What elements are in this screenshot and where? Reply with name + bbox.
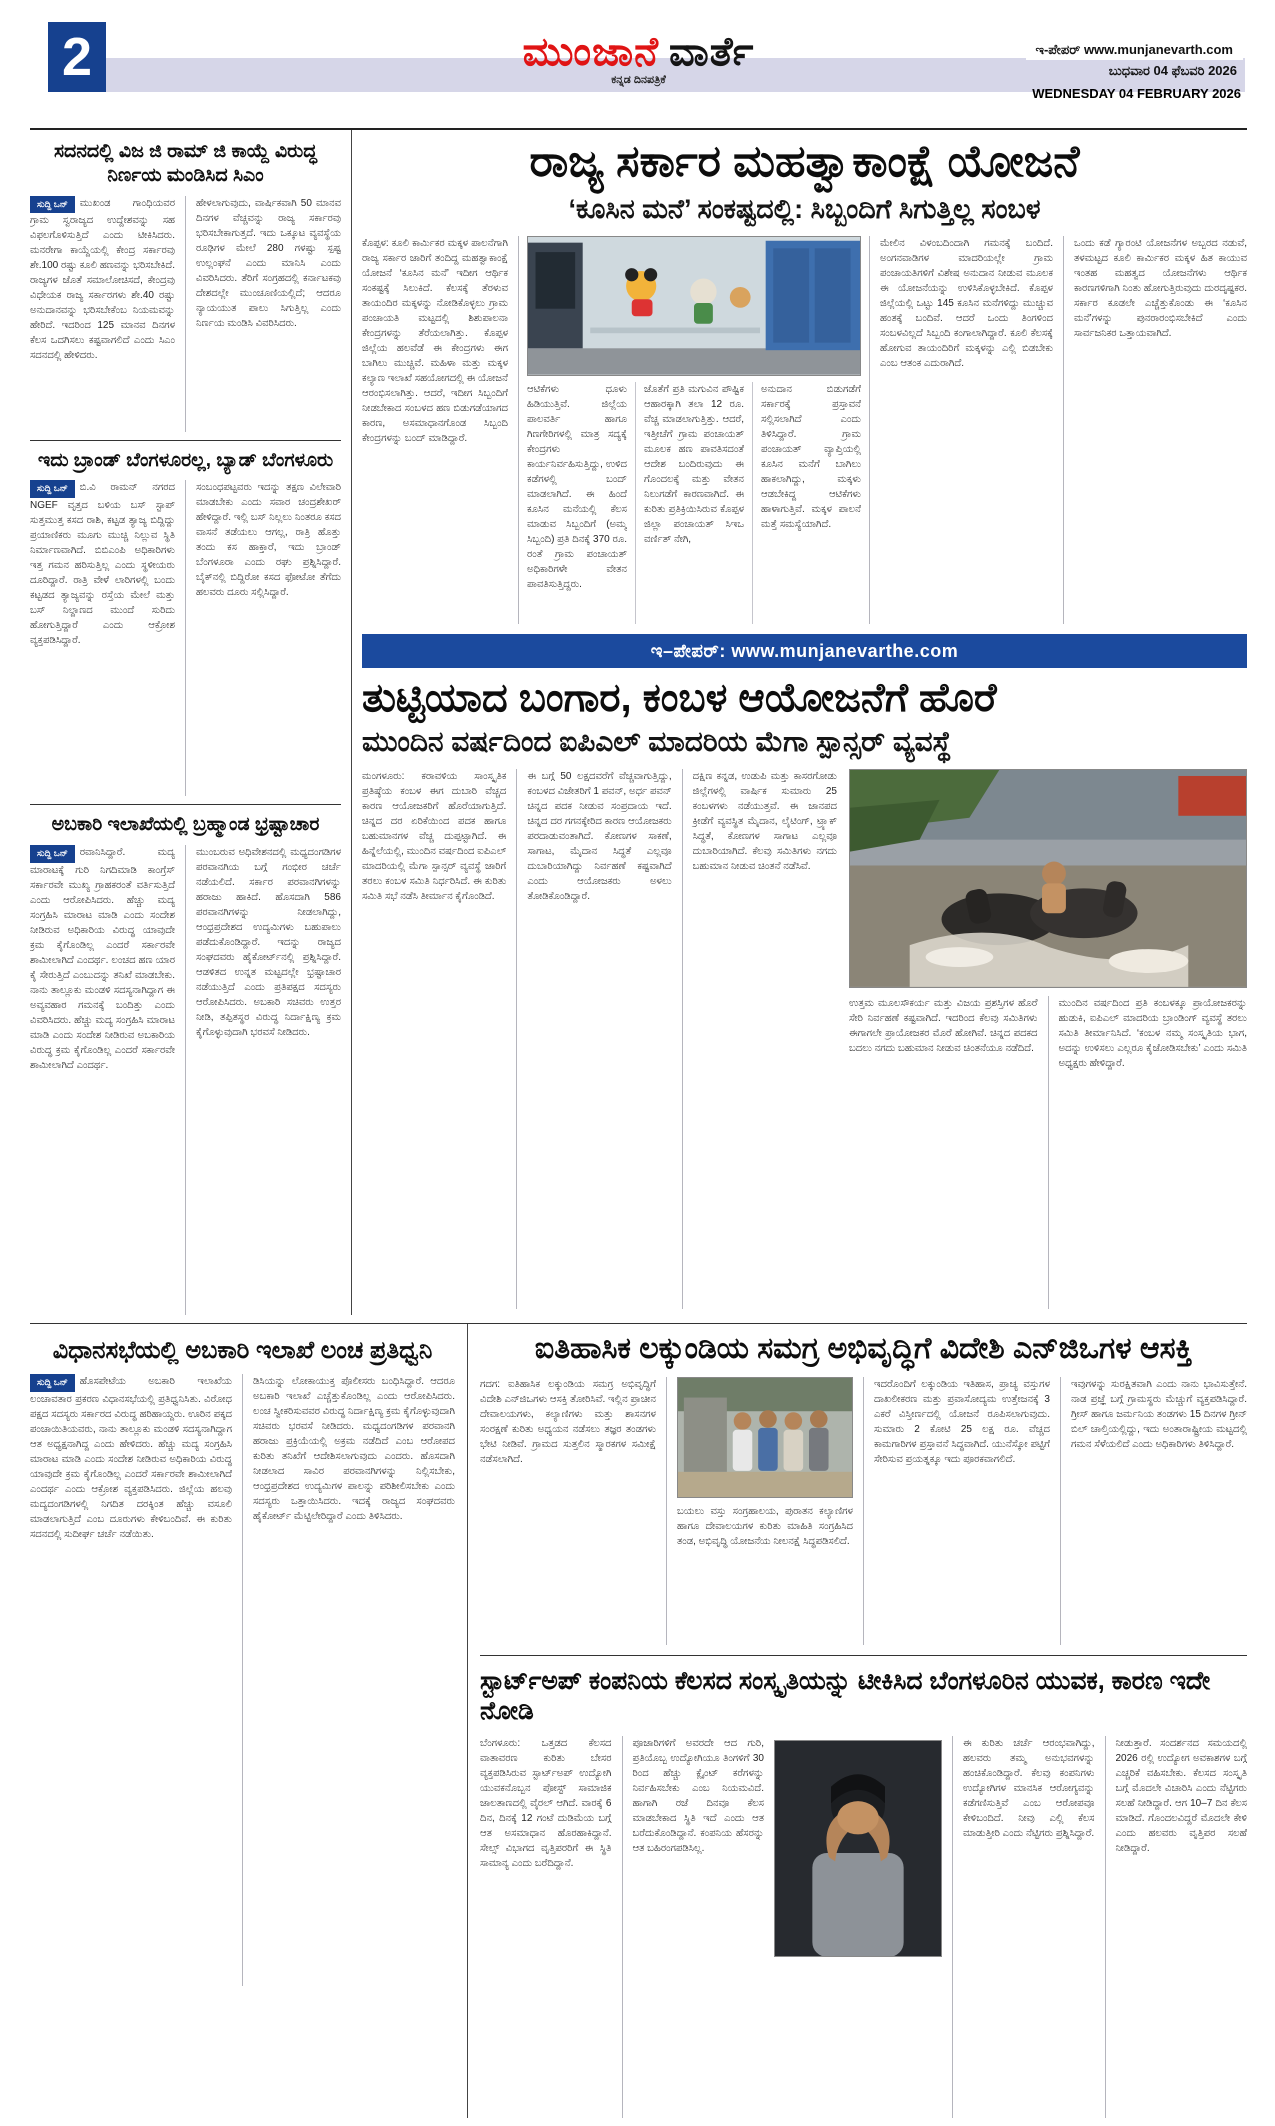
- divider: [30, 440, 341, 441]
- article-assembly-bribe-col1: [30, 1374, 232, 1986]
- banner-line-right: [976, 649, 1247, 653]
- article-assembly-bribe: [30, 1336, 455, 1986]
- article-excise-corruption-headline: ಅಬಕಾರಿ ಇಲಾಖೆಯಲ್ಲಿ ಬ್ರಹ್ಮಾಂಡ ಭ್ರಷ್ಟಾಚಾರ: [51, 814, 320, 836]
- bottom-right-zone: [468, 1324, 1247, 2118]
- date-english: WEDNESDAY 04 FEBRUARY 2026: [1032, 86, 1241, 101]
- kambala-photo: [849, 769, 1247, 988]
- article-text: ಮೇಲಿನ ವಿಳಂಬದಿಂದಾಗಿ ಗಮನಕ್ಕೆ ಬಂದಿದೆ. ಅಂಗನವಾಡಿಗಳ ಮಾದರಿಯಲ್ಲೇ ಗ್ರಾಮ ಪಂಚಾಯತಿಗಳಿಗೆ ವಿಶೇಷ ಅನುದಾನ ನೀಡುವ ಮೂಲಕ ಈ ಯೋಜನೆಯನ್ನು ಉಳಿಸಿಕೊಳ್ಳಬೇಕಿದೆ. ಕೊಪ್ಪಳ ಜಿಲ್ಲೆಯಲ್ಲಿ ಒಟ್ಟು 145 ಕೂಸಿನ ಮನೆಗಳಿದ್ದು ಮುಚ್ಚುವ ಹಂತಕ್ಕೆ ಬಂದಿವೆ. ಆದರೆ ಒಂದು ತಿಂಗಳಿಂದ ಸಂಬಳವಿಲ್ಲದೆ ಸಿಬ್ಬಂದಿ ಕಂಗಾಲಾಗಿದ್ದಾರೆ. ಕೂಲಿ ಕೆಲಸಕ್ಕೆ ಹೋಗುವ ತಾಯಂದಿರಿಗೆ ಮಕ್ಕಳನ್ನು ಎಲ್ಲಿ ಬಿಡಬೇಕು ಎಂಬ ಆತಂಕ ಎದುರಾಗಿದೆ.: [880, 238, 1053, 370]
- startup-photo-column: [774, 1736, 942, 2118]
- article-text: ಈ ಬಗ್ಗೆ 50 ಲಕ್ಷದವರೆಗೆ ವೆಚ್ಚವಾಗುತ್ತಿದ್ದು, ಕಂಬಳದ ವಿಜೇತರಿಗೆ 1 ಪವನ್, ಅರ್ಧ ಪವನ್ ಚಿನ್ನದ ಪದಕ ನೀಡುವ ಸಂಪ್ರದಾಯ ಇದೆ. ಚಿನ್ನದ ದರ ಗಗನಕ್ಕೇರಿದ ಕಾರಣ ಆಯೋಜಕರು ಪರದಾಡುವಂತಾಗಿದೆ. ಕೋಣಗಳ ಸಾಕಣೆ, ಸಾಗಾಟ, ಮೈದಾನ ಸಿದ್ಧತೆ ಎಲ್ಲವೂ ದುಬಾರಿಯಾಗಿದ್ದು ನಿರ್ವಹಣೆ ಕಷ್ಟವಾಗಿದೆ ಎಂದು ಆಯೋಜಕರು ಅಳಲು ತೋಡಿಕೊಂಡಿದ್ದಾರೆ.: [527, 771, 672, 903]
- lakkundi-col1: [480, 1377, 656, 1645]
- article-bad-bengaluru-headline: ಇದು ಬ್ರಾಂಡ್ ಬೆಂಗಳೂರಲ್ಲ, ಬ್ಯಾಡ್ ಬೆಂಗಳೂರು: [37, 449, 334, 471]
- main-headline: ರಾಜ್ಯ ಸರ್ಕಾರ ಮಹತ್ವಾಕಾಂಕ್ಷೆ ಯೋಜನೆ: [529, 137, 1080, 186]
- kambala-col2: [516, 769, 671, 1309]
- divider: [30, 804, 341, 805]
- lakkundi-group-photo: [677, 1377, 853, 1498]
- article-excise-corruption: [30, 813, 341, 1315]
- kambala-under-photo-columns: [849, 996, 1247, 1309]
- article-text: ಆಟಿಕೆಗಳು ಧೂಳು ಹಿಡಿಯುತ್ತಿವೆ. ಜಿಲ್ಲೆಯ ಪಾಲವರ್ತಿ ಹಾಗೂ ಗಿಣಗೇರಿಗಳಲ್ಲಿ ಮಾತ್ರ ಸದ್ಯಕ್ಕೆ ಕೇಂದ್ರಗಳು ಕಾರ್ಯನಿರ್ವಹಿಸುತ್ತಿದ್ದು, ಉಳಿದ ಕಡೆಗಳಲ್ಲಿ ಬಂದ್ ಮಾಡಲಾಗಿದೆ. ಈ ಹಿಂದೆ ಕೂಸಿನ ಮನೆಯಲ್ಲಿ ಕೆಲಸ ಮಾಡುವ ಸಿಬ್ಬಂದಿಗೆ (ಅಮ್ಮ ಸಿಬ್ಬಂದಿ) ಪ್ರತಿ ದಿನಕ್ಕೆ 370 ರೂ. ರಂತೆ ಗ್ರಾಮ ಪಂಚಾಯತ್ ಅಧಿಕಾರಿಗಳೇ ವೇತನ ಪಾವತಿಸುತ್ತಿದ್ದರು.: [527, 384, 627, 591]
- right-zone: [352, 130, 1247, 1315]
- epaper-banner-url: ಇ–ಪೇಪರ್: www.munjanevarthe.com: [650, 640, 959, 661]
- lakkundi-col3: [863, 1377, 1050, 1645]
- article-text: ರವಾನಿಸಿದ್ದಾರೆ. ಮದ್ಯ ಮಾರಾಟಕ್ಕೆ ಗುರಿ ನಿಗದಿಮಾಡಿ ಕಾಂಗ್ರೆಸ್ ಸರ್ಕಾರವೇ ಮುಖ್ಯ ಗ್ರಾಹಕರಂತೆ ವರ್ತಿಸುತ್ತಿದೆ ಎಂದು ಆರೋಪಿಸಿದರು. ಹೆಚ್ಚು ಮದ್ಯ ಸಂಗ್ರಹಿಸಿ ಮಾರಾಟ ಮಾಡಿ ಎಂದು ಸಂದೇಶ ನೀಡಿರುವ ಅಧಿಕಾರಿಯ ವಿರುದ್ಧ ಯಾವುದೇ ಕ್ರಮ ಕೈಗೊಂಡಿಲ್ಲ ಎಂದರೆ ಸರ್ಕಾರವೇ ಶಾಮೀಲಾಗಿದೆ ಎಂದರ್ಥ. ಲಂಚದ ಹಣ ಯಾರ ಕೈ ಸೇರುತ್ತಿದೆ ಎಂಬುದನ್ನು ತನಿಖೆ ಮಾಡಬೇಕು. ನಾನು ತಾಲ್ಲೂಕು ಮಂಡಳಿ ಸದಸ್ಯನಾಗಿದ್ದಾಗ ಈ ಅವ್ಯವಹಾರ ಗಮನಕ್ಕೆ ಬಂದಿತ್ತು ಎಂದು ವಿವರಿಸಿದರು. ಹೆಚ್ಚು ಮದ್ಯ ಸಂಗ್ರಹಿಸಿ ಮಾರಾಟ ಮಾಡಿ ಎಂದು ಸಂದೇಶ ನೀಡಿರುವ ಅಬಕಾರಿಯ ವಿರುದ್ಧ ಕ್ರಮ ಕೈಗೊಂಡಿಲ್ಲ ಎಂದರೆ ಸರ್ಕಾರವೇ ಶಾಮೀಲಾಗಿದೆ ಎಂದರ್ಥ.: [30, 847, 175, 1071]
- startup-body: [480, 1736, 1247, 2118]
- news-source-tag: ಸುದ್ದಿ ಒನ್: [30, 196, 75, 214]
- main-photo-columns: [527, 382, 861, 624]
- epaper-url: ಇ-ಪೇಪರ್ www.munjanevarth.com: [1026, 40, 1243, 60]
- main-col-left: [362, 236, 508, 624]
- stressed-man-photo-art: [774, 1740, 942, 1958]
- article-mgnrega-headline: ಸದನದಲ್ಲಿ ವಿಜ ಜಿ ರಾಮ್ ಜಿ ಕಾಯ್ದೆ ವಿರುದ್ಧ ನಿರ್ಣಯ ಮಂಡಿಸಿದ ಸಿಎಂ: [53, 141, 318, 186]
- kambala-headline: ತುಟ್ಟಿಯಾದ ಬಂಗಾರ, ಕಂಬಳ ಆಯೋಜನೆಗೆ ಹೊರೆ: [362, 676, 997, 721]
- main-col-right2: [1063, 236, 1247, 624]
- article-text: ಮುಂಬರುವ ಅಧಿವೇಶನದಲ್ಲಿ ಮಧ್ಯದಂಗಡಿಗಳ ಪರವಾನಗಿಯ ಬಗ್ಗೆ ಗಂಭೀರ ಚರ್ಚೆ ನಡೆಯಲಿದೆ. ಸರ್ಕಾರ ಪರವಾನಗಿಗಳನ್ನು ಹರಾಜು ಹಾಕಿದೆ. ಹೊಸದಾಗಿ 586 ಪರವಾನಗಿಗಳನ್ನು ನೀಡಲಾಗಿದ್ದು, ಆಂಧ್ರಪ್ರದೇಶದ ಉದ್ಯಮಿಗಳು ಬಹುಪಾಲು ಪಡೆದುಕೊಂಡಿದ್ದಾರೆ. ಇದನ್ನು ರಾಜ್ಯದ ಸಂಘದವರು ಹೈಕೋರ್ಟ್‌ನಲ್ಲಿ ಪ್ರಶ್ನಿಸಿದ್ದಾರೆ. ಆಡಳಿತದ ಉನ್ನತ ಮಟ್ಟದಲ್ಲೇ ಭ್ರಷ್ಟಾಚಾರ ನಡೆಯುತ್ತಿದೆ ಎಂದು ಪ್ರತಿಪಕ್ಷದ ಸದಸ್ಯರು ಆರೋಪಿಸಿದರು. ಅಬಕಾರಿ ಸಚಿವರು ಉತ್ತರ ನೀಡಿ, ತಪ್ಪಿತಸ್ಥರ ವಿರುದ್ಧ ನಿರ್ದಾಕ್ಷಿಣ್ಯ ಕ್ರಮ ಕೈಗೊಳ್ಳುವುದಾಗಿ ಭರವಸೆ ನೀಡಿದರು.: [196, 847, 341, 1038]
- banner-line-left: [362, 649, 633, 653]
- main-center-block: [518, 236, 870, 624]
- masthead-title-first: ಮುಂಜಾನೆ: [522, 30, 659, 74]
- article-text: ಗದಗ: ಐತಿಹಾಸಿಕ ಲಕ್ಕುಂಡಿಯ ಸಮಗ್ರ ಅಭಿವೃದ್ಧಿಗೆ ವಿದೇಶಿ ಎನ್‌ಜಿಒಗಳು ಆಸಕ್ತಿ ತೋರಿಸಿವೆ. ಇಲ್ಲಿನ ಪ್ರಾಚೀನ ದೇವಾಲಯಗಳು, ಕಲ್ಯಾಣಿಗಳು ಮತ್ತು ಶಾಸನಗಳ ಸಂರಕ್ಷಣೆ ಕುರಿತು ಅಧ್ಯಯನ ನಡೆಸಲು ತಜ್ಞರ ತಂಡಗಳು ಭೇಟಿ ನೀಡಿವೆ. ಗ್ರಾಮದ ಸುತ್ತಲಿನ ಸ್ಮಾರಕಗಳ ಸಮೀಕ್ಷೆ ನಡೆಸಲಾಗಿದೆ.: [480, 1378, 656, 1465]
- main-col-c1: [527, 382, 627, 624]
- stressed-man-photo: [774, 1740, 942, 1958]
- article-text: ಒಂದು ಕಡೆ ಗ್ಯಾರಂಟಿ ಯೋಜನೆಗಳ ಅಬ್ಬರದ ನಡುವೆ, ತಳಮಟ್ಟದ ಕೂಲಿ ಕಾರ್ಮಿಕರ ಮಕ್ಕಳ ಹಿತ ಕಾಯುವ ಇಂತಹ ಮಹತ್ವದ ಯೋಜನೆಗಳು ಆರ್ಥಿಕ ಕಾರಣಗಳಿಗಾಗಿ ನಿಂತು ಹೋಗುತ್ತಿರುವುದು ದುರದೃಷ್ಟಕರ. ಸರ್ಕಾರ ಕೂಡಲೇ ಎಚ್ಚೆತ್ತುಕೊಂಡು ಈ ‘ಕೂಸಿನ ಮನೆ’ಗಳನ್ನು ಪುನರಾರಂಭಿಸಬೇಕಿದೆ ಎಂದು ಸಾರ್ವಜನಿಕರ ಒತ್ತಾಯವಾಗಿದೆ.: [1074, 238, 1247, 340]
- article-bad-bengaluru-col1: [30, 480, 175, 796]
- kambala-col1: [362, 769, 506, 1309]
- startup-col2: [622, 1736, 765, 2118]
- koosina-mane-photo: [527, 236, 861, 376]
- startup-headline: ಸ್ಟಾರ್ಟ್‌ಅಪ್ ಕಂಪನಿಯ ಕೆಲಸದ ಸಂಸ್ಕೃತಿಯನ್ನು ಟೀಕಿಸಿದ ಬೆಂಗಳೂರಿನ ಯುವಕ, ಕಾರಣ ಇದೇ ನೋಡಿ: [480, 1666, 1211, 1725]
- article-text: ಹೊಸಪೇಟೆಯ ಅಬಕಾರಿ ಇಲಾಖೆಯ ಲಂಚಾವತಾರ ಪ್ರಕರಣ ವಿಧಾನಸಭೆಯಲ್ಲಿ ಪ್ರತಿಧ್ವನಿಸಿತು. ವಿರೋಧ ಪಕ್ಷದ ಸದಸ್ಯರು ಸರ್ಕಾರದ ವಿರುದ್ಧ ಹರಿಹಾಯ್ದರು. ಊರಿನ ಪಕ್ಕದ ಪಂಚಾಯಿತಿಯವರು, ನಾನು ತಾಲ್ಲೂಕು ಮಂಡಳಿ ಸದಸ್ಯನಾಗಿದ್ದಾಗ ಆತ ಅಧ್ಯಕ್ಷನಾಗಿದ್ದ ಎಂದು ಹೇಳಿದರು. ಹೆಚ್ಚು ಮದ್ಯ ಸಂಗ್ರಹಿಸಿ ಮಾರಾಟ ಮಾಡಿ ಎಂದು ಸಂದೇಶ ನೀಡಿರುವ ಅಧಿಕಾರಿಯ ವಿರುದ್ಧ ಯಾವುದೇ ಕ್ರಮ ಕೈಗೊಂಡಿಲ್ಲ ಎಂದರೆ ಸರ್ಕಾರವೇ ಶಾಮೀಲಾಗಿದೆ ಎಂದರ್ಥ ಎಂದು ಆಕ್ರೋಶ ವ್ಯಕ್ತಪಡಿಸಿದರು. ಜಿಲ್ಲೆಯ ಹಲವು ಮದ್ಯದಂಗಡಿಗಳಲ್ಲಿ ನಿಗದಿತ ದರಕ್ಕಿಂತ ಹೆಚ್ಚು ವಸೂಲಿ ಮಾಡಲಾಗುತ್ತಿದೆ ಎಂಬ ದೂರುಗಳು ಕೇಳಿಬಂದಿವೆ. ಈ ಕುರಿತು ಸದನದಲ್ಲಿ ಸುದೀರ್ಘ ಚರ್ಚೆ ನಡೆಯಿತು.: [30, 1376, 232, 1540]
- article-bad-bengaluru: [30, 449, 341, 797]
- startup-col4: [1105, 1736, 1248, 2118]
- article-text: ಉತ್ತಮ ಮೂಲಸೌಕರ್ಯ ಮತ್ತು ವಿಜಯ ಪ್ರಶಸ್ತಿಗಳ ಹೊರೆ ಸೇರಿ ನಿರ್ವಹಣೆ ಕಷ್ಟವಾಗಿದೆ. ಇದರಿಂದ ಕೆಲವು ಸಮಿತಿಗಳು ಈಗಾಗಲೇ ಪ್ರಾಯೋಜಕರ ಮೊರೆ ಹೋಗಿವೆ. ಚಿನ್ನದ ಪದಕದ ಬದಲು ನಗದು ಬಹುಮಾನ ನೀಡುವ ಚಿಂತನೆಯೂ ನಡೆದಿದೆ.: [849, 998, 1038, 1055]
- article-excise-corruption-col1: [30, 845, 175, 1315]
- news-source-tag: ಸುದ್ದಿ ಒನ್: [30, 845, 75, 863]
- main-col-c3: [752, 382, 861, 624]
- kambala-text-columns: [362, 769, 837, 1309]
- news-source-tag: ಸುದ್ದಿ ಒನ್: [30, 480, 75, 498]
- header-right-stack: [1026, 40, 1243, 101]
- article-text: ಅನುದಾನ ಬಿಡುಗಡೆಗೆ ಸರ್ಕಾರಕ್ಕೆ ಪ್ರಸ್ತಾವನೆ ಸಲ್ಲಿಸಲಾಗಿದೆ ಎಂದು ತಿಳಿಸಿದ್ದಾರೆ. ಗ್ರಾಮ ಪಂಚಾಯತ್ ವ್ಯಾಪ್ತಿಯಲ್ಲಿ ಕೂಸಿನ ಮನೆಗೆ ಬಾಗಿಲು ಹಾಕಲಾಗಿದ್ದು, ಮಕ್ಕಳು ಆಡಬೇಕಿದ್ದ ಆಟಿಕೆಗಳು ಹಾಳಾಗುತ್ತಿವೆ. ಮಕ್ಕಳ ಪಾಲನೆ ಮತ್ತೆ ಸಮಸ್ಯೆಯಾಗಿದೆ.: [761, 384, 861, 531]
- article-mgnrega: [30, 140, 341, 432]
- article-text: ಬಯಲು ವಸ್ತು ಸಂಗ್ರಹಾಲಯ, ಪುರಾತನ ಕಲ್ಯಾಣಿಗಳ ಹಾಗೂ ದೇವಾಲಯಗಳ ಕುರಿತು ಮಾಹಿತಿ ಸಂಗ್ರಹಿಸಿದ ತಂಡ, ಅಭಿವೃದ್ಧಿ ಯೋಜನೆಯ ನೀಲನಕ್ಷೆ ಸಿದ್ಧಪಡಿಸಲಿದೆ.: [677, 1505, 853, 1547]
- article-text: ಇವುಗಳನ್ನು ಸುರಕ್ಷಿತವಾಗಿ ಎಂದು ನಾನು ಭಾವಿಸುತ್ತೇನೆ. ನಾಡ ಪ್ರಜ್ಞೆ ಬಗ್ಗೆ ಗ್ರಾಮಸ್ಥರು ಮೆಚ್ಚುಗೆ ವ್ಯಕ್ತಪಡಿಸಿದ್ದಾರೆ. ಗ್ರೀಸ್ ಹಾಗೂ ಜರ್ಮನಿಯ ತಂಡಗಳು 15 ದಿನಗಳ ಗ್ರೀನ್ ಬಿಲ್ ಚಾಲ್ತಿಯಲ್ಲಿದ್ದು, ಇದು ಅಂತಾರಾಷ್ಟ್ರೀಯ ಮಟ್ಟದಲ್ಲಿ ಗಮನ ಸೆಳೆಯಲಿದೆ ಎಂದು ಅಧಿಕಾರಿಗಳು ತಿಳಿಸಿದ್ದಾರೆ.: [1071, 1378, 1247, 1450]
- article-mgnrega-col1: [30, 196, 175, 432]
- masthead-tagline: ಕನ್ನಡ ದಿನಪತ್ರಿಕೆ: [611, 74, 666, 86]
- main-col-c2: [635, 382, 744, 624]
- article-koosina-mane: [362, 138, 1247, 624]
- kambala-photo-art: [849, 769, 1247, 988]
- page-number: 2: [48, 22, 106, 92]
- kambala-body: [362, 769, 1247, 1309]
- article-text: ಡಿಸಿಯನ್ನು ಲೋಕಾಯುಕ್ತ ಪೊಲೀಸರು ಬಂಧಿಸಿದ್ದಾರೆ. ಆದರೂ ಅಬಕಾರಿ ಇಲಾಖೆ ಎಚ್ಚೆತ್ತುಕೊಂಡಿಲ್ಲ ಎಂದು ಆರೋಪಿಸಿದರು. ಲಂಚ ಸ್ವೀಕರಿಸುವವರ ವಿರುದ್ಧ ನಿರ್ದಾಕ್ಷಿಣ್ಯ ಕ್ರಮ ಕೈಗೊಳ್ಳುವುದಾಗಿ ಸಚಿವರು ಭರವಸೆ ನೀಡಿದರು. ಮಧ್ಯದಂಗಡಿಗಳ ಪರವಾನಗಿ ಹರಾಜು ಪ್ರಕ್ರಿಯೆಯಲ್ಲಿ ಅಕ್ರಮ ನಡೆದಿದೆ ಎಂಬ ಆರೋಪದ ಕುರಿತು ತನಿಖೆಗೆ ಆದೇಶಿಸಲಾಗುವುದು ಎಂದರು. ಹೊಸದಾಗಿ ನೀಡಲಾದ ಸಾವಿರ ಪರವಾನಗಿಗಳನ್ನು ನಿಲ್ಲಿಸಬೇಕು, ಆಂಧ್ರಪ್ರದೇಶದ ಉದ್ಯಮಿಗಳ ಪಾಲನ್ನು ಪರಿಶೀಲಿಸಬೇಕು ಎಂದು ಸದಸ್ಯರು ಒತ್ತಾಯಿಸಿದರು. ಇದಕ್ಕೆ ರಾಜ್ಯದ ಸಂಘದವರು ಹೈಕೋರ್ಟ್ ಮೆಟ್ಟಿಲೇರಿದ್ದಾರೆ ಎಂದು ತಿಳಿಸಿದರು.: [253, 1376, 455, 1522]
- divider: [480, 1655, 1247, 1656]
- koosina-mane-photo-art: [527, 236, 861, 376]
- article-text: ದಕ್ಷಿಣ ಕನ್ನಡ, ಉಡುಪಿ ಮತ್ತು ಕಾಸರಗೋಡು ಜಿಲ್ಲೆಗಳಲ್ಲಿ ವಾರ್ಷಿಕ ಸುಮಾರು 25 ಕಂಬಳಗಳು ನಡೆಯುತ್ತವೆ. ಈ ಜಾನಪದ ಕ್ರೀಡೆಗೆ ವ್ಯವಸ್ಥಿತ ಮೈದಾನ, ಲೈಟಿಂಗ್, ಟ್ರ್ಯಾಕ್ ಸಿದ್ಧತೆ, ಕೋಣಗಳ ಸಾಗಾಟ ಎಲ್ಲವೂ ದುಬಾರಿಯಾಗಿದೆ. ಕೆಲವು ಸಮಿತಿಗಳು ನಗದು ಬಹುಮಾನ ನೀಡುವ ಚಿಂತನೆ ನಡೆಸಿವೆ.: [692, 771, 837, 873]
- lakkundi-col4: [1060, 1377, 1247, 1645]
- article-bad-bengaluru-col2: [185, 480, 341, 796]
- article-kambala: [362, 676, 1247, 1309]
- article-text: ಕೊಪ್ಪಳ: ಕೂಲಿ ಕಾರ್ಮಿಕರ ಮಕ್ಕಳ ಪಾಲನೆಗಾಗಿ ರಾಜ್ಯ ಸರ್ಕಾರ ಜಾರಿಗೆ ತಂದಿದ್ದ ಮಹತ್ವಾಕಾಂಕ್ಷೆ ಯೋಜನೆ ‘ಕೂಸಿನ ಮನೆ’ ಇದೀಗ ಆರ್ಥಿಕ ಸಂಕಷ್ಟಕ್ಕೆ ಸಿಲುಕಿದೆ. ಕೆಲಸಕ್ಕೆ ತೆರಳುವ ತಾಯಂದಿರ ಮಕ್ಕಳನ್ನು ನೋಡಿಕೊಳ್ಳಲು ಗ್ರಾಮ ಪಂಚಾಯತಿ ಮಟ್ಟದಲ್ಲಿ ಶಿಶುಪಾಲನಾ ಕೇಂದ್ರಗಳನ್ನು ತೆರೆಯಲಾಗಿತ್ತು. ಕೊಪ್ಪಳ ಜಿಲ್ಲೆಯ ಹಲವೆಡೆ ಈ ಕೇಂದ್ರಗಳು ಈಗ ಬಾಗಿಲು ಮುಚ್ಚಿವೆ. ಮಹಿಳಾ ಮತ್ತು ಮಕ್ಕಳ ಕಲ್ಯಾಣ ಇಲಾಖೆ ಸಹಯೋಗದಲ್ಲಿ ಈ ಯೋಜನೆ ಆರಂಭಿಸಲಾಗಿತ್ತು. ಆದರೆ, ಇದೀಗ ಸಿಬ್ಬಂದಿಗೆ ನೀಡಬೇಕಾದ ಸಂಬಳದ ಹಣ ಬಿಡುಗಡೆಯಾಗದ ಕಾರಣ, ಅಸಮಾಧಾನಗೊಂಡ ಸಿಬ್ಬಂದಿ ಕೇಂದ್ರಗಳನ್ನು ಬಂದ್ ಮಾಡಿದ್ದಾರೆ.: [362, 238, 508, 445]
- startup-col1: [480, 1736, 612, 2118]
- startup-col3: [952, 1736, 1095, 2118]
- main-col-right1: [880, 236, 1053, 624]
- lakkundi-headline: ಐತಿಹಾಸಿಕ ಲಕ್ಕುಂಡಿಯ ಸಮಗ್ರ ಅಭಿವೃದ್ಧಿಗೆ ವಿದೇಶಿ ಎನ್‌ಜಿಒಗಳ ಆಸಕ್ತಿ: [534, 1332, 1193, 1365]
- article-mgnrega-col2: [185, 196, 341, 432]
- kambala-col4: [849, 996, 1038, 1309]
- article-text: ಈ ಕುರಿತು ಚರ್ಚೆ ಆರಂಭವಾಗಿದ್ದು, ಹಲವರು ತಮ್ಮ ಅನುಭವಗಳನ್ನು ಹಂಚಿಕೊಂಡಿದ್ದಾರೆ. ಕೆಲವು ಕಂಪನಿಗಳು ಉದ್ಯೋಗಿಗಳ ಮಾನಸಿಕ ಆರೋಗ್ಯವನ್ನು ಕಡೆಗಣಿಸುತ್ತಿವೆ ಎಂಬ ಆರೋಪವೂ ಕೇಳಿಬಂದಿದೆ. ನೀವು ಎಲ್ಲಿ ಕೆಲಸ ಮಾಡುತ್ತೀರಿ ಎಂದು ನೆಟ್ಟಿಗರು ಪ್ರಶ್ನಿಸಿದ್ದಾರೆ.: [963, 1737, 1095, 1839]
- lakkundi-group-photo-art: [677, 1377, 853, 1498]
- article-assembly-bribe-headline: ವಿಧಾನಸಭೆಯಲ್ಲಿ ಅಬಕಾರಿ ಇಲಾಖೆ ಲಂಚ ಪ್ರತಿಧ್ವನಿ: [52, 1337, 433, 1364]
- date-kannada: ಬುಧವಾರ 04 ಫೆಬವರಿ 2026: [1108, 63, 1237, 78]
- epaper-banner: [362, 634, 1247, 668]
- left-column: [30, 130, 352, 1315]
- article-assembly-bribe-col2: [242, 1374, 455, 1986]
- article-text: ಇದರೊಂದಿಗೆ ಲಕ್ಕುಂಡಿಯ ಇತಿಹಾಸ, ಪ್ರಾಚ್ಯ ವಸ್ತುಗಳ ದಾಖಲೀಕರಣ ಮತ್ತು ಪ್ರವಾಸೋದ್ಯಮ ಉತ್ತೇಜನಕ್ಕೆ 3 ಎಕರೆ ವಿಸ್ತೀರ್ಣದಲ್ಲಿ ಯೋಜನೆ ರೂಪಿಸಲಾಗುವುದು. ಸುಮಾರು 2 ಕೋಟಿ 25 ಲಕ್ಷ ರೂ. ವೆಚ್ಚದ ಕಾಮಗಾರಿಗಳ ಪ್ರಸ್ತಾವನೆ ಸಿದ್ಧವಾಗಿದೆ. ಯುನೆಸ್ಕೋ ಪಟ್ಟಿಗೆ ಸೇರಿಸುವ ಪ್ರಯತ್ನಕ್ಕೂ ಇದು ಪೂರಕವಾಗಲಿದೆ.: [874, 1378, 1050, 1465]
- lakkundi-body: [480, 1377, 1247, 1645]
- kambala-subheadline: ಮುಂದಿನ ವರ್ಷದಿಂದ ಐಪಿಎಲ್ ಮಾದರಿಯ ಮೆಗಾ ಸ್ಪಾನ್ಸರ್ ವ್ಯವಸ್ಥೆ: [362, 726, 952, 758]
- article-lakkundi: [480, 1332, 1247, 1645]
- article-text: ಮುಖಂಡ ಗಾಂಧಿಯವರ ಗ್ರಾಮ ಸ್ವರಾಜ್ಯದ ಉದ್ದೇಶವನ್ನು ಸಹ ವಿಫಲಗೊಳಿಸುತ್ತಿದೆ ಎಂದು ಟೀಕಿಸಿದರು. ಮನರೇಗಾ ಕಾಯ್ದೆಯಲ್ಲಿ ಕೇಂದ್ರ ಸರ್ಕಾರವು ಶೇ.100 ರಷ್ಟು ಕೂಲಿ ಹಣವನ್ನು ಭರಿಸಬೇಕಿದೆ. ರಾಜ್ಯಗಳ ಜೊತೆ ಸಮಾಲೋಚಿಸದೆ, ಕೇಂದ್ರವು ವಿಧೇಯಕ ರಾಜ್ಯ ಸರ್ಕಾರಗಳು ಶೇ.40 ರಷ್ಟು ಅನುದಾನವನ್ನು ಭರಿಸಬೇಕೆಂಬ ನಿಯಮವನ್ನು ಹೇರಿದೆ. ಇದರಿಂದ 125 ಮಾನವ ದಿನಗಳ ಕೆಲಸ ಒದಗಿಸಲು ಕಷ್ಟವಾಗಲಿದೆ ಎಂದು ಸಿಎಂ ಸದನದಲ್ಲಿ ಹೇಳಿದರು.: [30, 197, 175, 361]
- main-subheadline: ‘ಕೂಸಿನ ಮನೆ’ ಸಂಕಷ್ಟದಲ್ಲಿ: ಸಿಬ್ಬಂದಿಗೆ ಸಿಗುತ್ತಿಲ್ಲ ಸಂಬಳ: [568, 194, 1041, 225]
- article-text: ನೀಡುತ್ತಾರೆ. ಸಂದರ್ಶನದ ಸಮಯದಲ್ಲಿ 2026 ರಲ್ಲಿ ಉದ್ಯೋಗ ಅವಕಾಶಗಳ ಬಗ್ಗೆ ಎಚ್ಚರಿಕೆ ವಹಿಸಬೇಕು. ಕೆಲಸದ ಸಂಸ್ಕೃತಿ ಬಗ್ಗೆ ಮೊದಲೇ ವಿಚಾರಿಸಿ ಎಂದು ನೆಟ್ಟಿಗರು ಸಲಹೆ ನೀಡಿದ್ದಾರೆ. ಆಗ 10–7 ದಿನ ಕೆಲಸ ಮಾಡಿದೆ. ಗೊಂದಲವಿದ್ದರೆ ಮೊದಲೇ ಕೇಳಿ ಎಂದು ಹಲವರು ವೃತ್ತಿಪರ ಸಲಹೆ ನೀಡಿದ್ದಾರೆ.: [1115, 1737, 1247, 1854]
- article-startup: [480, 1666, 1247, 2118]
- article-text: ಬಿ.ವಿ ರಾಮನ್ ನಗರದ NGEF ವೃತ್ತದ ಬಳಿಯ ಬಸ್ ಸ್ಟಾಪ್ ಸುತ್ತಮುತ್ತ ಕಸದ ರಾಶಿ, ಕಟ್ಟಡ ತ್ಯಾಜ್ಯ ಬಿದ್ದಿದ್ದು ಪ್ರಯಾಣಿಕರು ಮೂಗು ಮುಚ್ಚಿ ನಿಲ್ಲುವ ಸ್ಥಿತಿ ನಿರ್ಮಾಣವಾಗಿದೆ. ಬಿಬಿಎಂಪಿ ಅಧಿಕಾರಿಗಳು ಇತ್ತ ಗಮನ ಹರಿಸುತ್ತಿಲ್ಲ ಎಂದು ಸ್ಥಳೀಯರು ದೂರಿದ್ದಾರೆ. ರಾತ್ರಿ ವೇಳೆ ಲಾರಿಗಳಲ್ಲಿ ಬಂದು ಕಟ್ಟಡದ ತ್ಯಾಜ್ಯವನ್ನು ರಸ್ತೆಯ ಮೇಲೆ ಮತ್ತು ಬಸ್ ನಿಲ್ದಾಣದ ಮುಂದೆ ಸುರಿದು ಹೋಗುತ್ತಿದ್ದಾರೆ ಎಂದು ಆಕ್ರೋಶ ವ್ಯಕ್ತಪಡಿಸಿದ್ದಾರೆ.: [30, 482, 175, 646]
- main-article-body: [362, 236, 1247, 624]
- article-text: ಸಂಬಂಧಪಟ್ಟವರು ಇದನ್ನು ತಕ್ಷಣ ವಿಲೇವಾರಿ ಮಾಡಬೇಕು ಎಂದು ಸವಾರ ಚಂದ್ರಶೇಖರ್ ಹೇಳಿದ್ದಾರೆ. ಇಲ್ಲಿ ಬಸ್ ನಿಲ್ಲಲು ನಿಂತರೂ ಕಸದ ವಾಸನೆ ತಡೆಯಲು ಆಗಲ್ಲ, ರಾತ್ರಿ ಹೊತ್ತು ತಂದು ಕಸ ಹಾಕ್ತಾರೆ, ಇದು ಬ್ರಾಂಡ್ ಬೆಂಗಳೂರಾ ಎಂದು ರಘು ಪ್ರಶ್ನಿಸಿದ್ದಾರೆ. ಬೈಕ್‌ನಲ್ಲಿ ಬಿದ್ದಿರೋ ಕಸದ ಫೋಟೋ ತೆಗೆದು ಹಲವರು ದೂರು ಸಲ್ಲಿಸಿದ್ದಾರೆ.: [196, 482, 341, 599]
- article-excise-corruption-col2: [185, 845, 341, 1315]
- kambala-photo-block: [849, 769, 1247, 1309]
- article-text: ಜೊತೆಗೆ ಪ್ರತಿ ಮಗುವಿನ ಪೌಷ್ಟಿಕ ಆಹಾರಕ್ಕಾಗಿ ತಲಾ 12 ರೂ. ವೆಚ್ಚ ಮಾಡಲಾಗುತ್ತಿತ್ತು. ಆದರೆ, ಇತ್ತೀಚೆಗೆ ಗ್ರಾಮ ಪಂಚಾಯತ್ ಮೂಲಕ ಹಣ ಪಾವತಿಸದಂತೆ ಆದೇಶ ಬಂದಿರುವುದು ಈ ಗೊಂದಲಕ್ಕೆ ಮತ್ತು ವೇತನ ನಿಲುಗಡೆಗೆ ಕಾರಣವಾಗಿದೆ. ಈ ಕುರಿತು ಪ್ರತಿಕ್ರಿಯಿಸಿರುವ ಕೊಪ್ಪಳ ಜಿಲ್ಲಾ ಪಂಚಾಯತ್ ಸಿಇಒ ವರ್ಣಿತ್ ನೇಗಿ,: [644, 384, 744, 546]
- left-bottom-column: [30, 1324, 468, 2118]
- article-text: ಬೆಂಗಳೂರು: ಒತ್ತಡದ ಕೆಲಸದ ವಾತಾವರಣ ಕುರಿತು ಬೇಸರ ವ್ಯಕ್ತಪಡಿಸಿರುವ ಸ್ಟಾರ್ಟ್‌ಅಪ್ ಉದ್ಯೋಗಿ ಯುವಕನೊಬ್ಬನ ಪೋಸ್ಟ್ ಸಾಮಾಜಿಕ ಜಾಲತಾಣದಲ್ಲಿ ವೈರಲ್ ಆಗಿದೆ. ವಾರಕ್ಕೆ 6 ದಿನ, ದಿನಕ್ಕೆ 12 ಗಂಟೆ ದುಡಿಮೆಯ ಬಗ್ಗೆ ಆತ ಅಸಮಾಧಾನ ಹೊರಹಾಕಿದ್ದಾನೆ. ಸೇಲ್ಸ್ ವಿಭಾಗದ ವೃತ್ತಿಪರರಿಗೆ ಈ ಸ್ಥಿತಿ ಸಾಮಾನ್ಯ ಎಂದು ಬರೆದಿದ್ದಾನೆ.: [480, 1737, 612, 1869]
- masthead-header: [30, 18, 1247, 130]
- lakkundi-col2: [666, 1377, 853, 1645]
- top-region: [30, 130, 1247, 1315]
- masthead-title-second: ವಾರ್ತೆ: [669, 30, 755, 74]
- article-text: ಹೇಳಲಾಗುವುದು, ವಾರ್ಷಿಕವಾಗಿ 50 ಮಾನವ ದಿನಗಳ ವೆಚ್ಚವನ್ನು ರಾಜ್ಯ ಸರ್ಕಾರವು ಭರಿಸಬೇಕಾಗುತ್ತದೆ. ಇದು ಒಕ್ಕೂಟ ವ್ಯವಸ್ಥೆಯ ರೂಢಿಗಳ ಮೇಲೆ 280 ಗಳಷ್ಟು ಸ್ಪಷ್ಟ ಉಲ್ಲಂಘನೆ ಎಂದು ಮಾನಿಸಿ ಎಂದು ವಿವರಿಸಿದರು. ತೆರಿಗೆ ಸಂಗ್ರಹದಲ್ಲಿ ಕರ್ನಾಟಕವು ದೇಶದಲ್ಲೇ ಮುಂಚೂಣಿಯಲ್ಲಿದೆ; ಆದರೂ ನ್ಯಾಯಯುತ ಪಾಲು ಸಿಗುತ್ತಿಲ್ಲ ಎಂದು ನಿರ್ಣಯ ಮಂಡಿಸಿ ವಿವರಿಸಿದರು.: [196, 197, 341, 329]
- bottom-region: [30, 1323, 1247, 2118]
- news-source-tag: ಸುದ್ದಿ ಒನ್: [30, 1374, 75, 1392]
- article-text: ಪೂಜಾರಿಗಳಿಗೆ ಅವರದೇ ಆದ ಗುರಿ, ಪ್ರತಿಯೊಬ್ಬ ಉದ್ಯೋಗಿಯೂ ತಿಂಗಳಿಗೆ 30 ರಿಂದ ಹೆಚ್ಚು ಕ್ಲೈಂಟ್ ಕರೆಗಳನ್ನು ನಿರ್ವಹಿಸಬೇಕು ಎಂಬ ನಿಯಮವಿದೆ. ಹಾಗಾಗಿ ರಜೆ ದಿನವೂ ಕೆಲಸ ಮಾಡಬೇಕಾದ ಸ್ಥಿತಿ ಇದೆ ಎಂದು ಆತ ಬರೆದುಕೊಂಡಿದ್ದಾನೆ. ಕಂಪನಿಯ ಹೆಸರನ್ನು ಆತ ಬಹಿರಂಗಪಡಿಸಿಲ್ಲ.: [632, 1737, 764, 1854]
- article-text: ಮಂಗಳೂರು: ಕರಾವಳಿಯ ಸಾಂಸ್ಕೃತಿಕ ಪ್ರತಿಷ್ಠೆಯ ಕಂಬಳ ಈಗ ದುಬಾರಿ ವೆಚ್ಚದ ಕಾರಣ ಆಯೋಜಕರಿಗೆ ಹೊರೆಯಾಗುತ್ತಿದೆ. ಚಿನ್ನದ ದರ ಏರಿಕೆಯಿಂದ ಪದಕ ಹಾಗೂ ಬಹುಮಾನಗಳ ವೆಚ್ಚ ದುಪ್ಪಟ್ಟಾಗಿದೆ. ಈ ಹಿನ್ನೆಲೆಯಲ್ಲಿ, ಮುಂದಿನ ವರ್ಷದಿಂದ ಐಪಿಎಲ್ ಮಾದರಿಯಲ್ಲಿ ಮೆಗಾ ಸ್ಪಾನ್ಸರ್ ವ್ಯವಸ್ಥೆ ಜಾರಿಗೆ ತರಲು ಕಂಬಳ ಸಮಿತಿ ನಿರ್ಧರಿಸಿದೆ. ಈ ಕುರಿತು ಸಮಿತಿ ಸಭೆ ನಡೆಸಿ ತೀರ್ಮಾನ ಕೈಗೊಂಡಿದೆ.: [362, 771, 507, 903]
- kambala-col3: [682, 769, 837, 1309]
- kambala-col5: [1048, 996, 1248, 1309]
- article-text: ಮುಂದಿನ ವರ್ಷದಿಂದ ಪ್ರತಿ ಕಂಬಳಕ್ಕೂ ಪ್ರಾಯೋಜಕರನ್ನು ಹುಡುಕಿ, ಐಪಿಎಲ್ ಮಾದರಿಯ ಬ್ರಾಂಡಿಂಗ್ ವ್ಯವಸ್ಥೆ ತರಲು ಸಮಿತಿ ತೀರ್ಮಾನಿಸಿದೆ. ‘ಕಂಬಳ ನಮ್ಮ ಸಂಸ್ಕೃತಿಯ ಭಾಗ, ಅದನ್ನು ಉಳಿಸಲು ಎಲ್ಲರೂ ಕೈಜೋಡಿಸಬೇಕು’ ಎಂದು ಸಮಿತಿ ಅಧ್ಯಕ್ಷರು ಹೇಳಿದ್ದಾರೆ.: [1058, 998, 1247, 1070]
